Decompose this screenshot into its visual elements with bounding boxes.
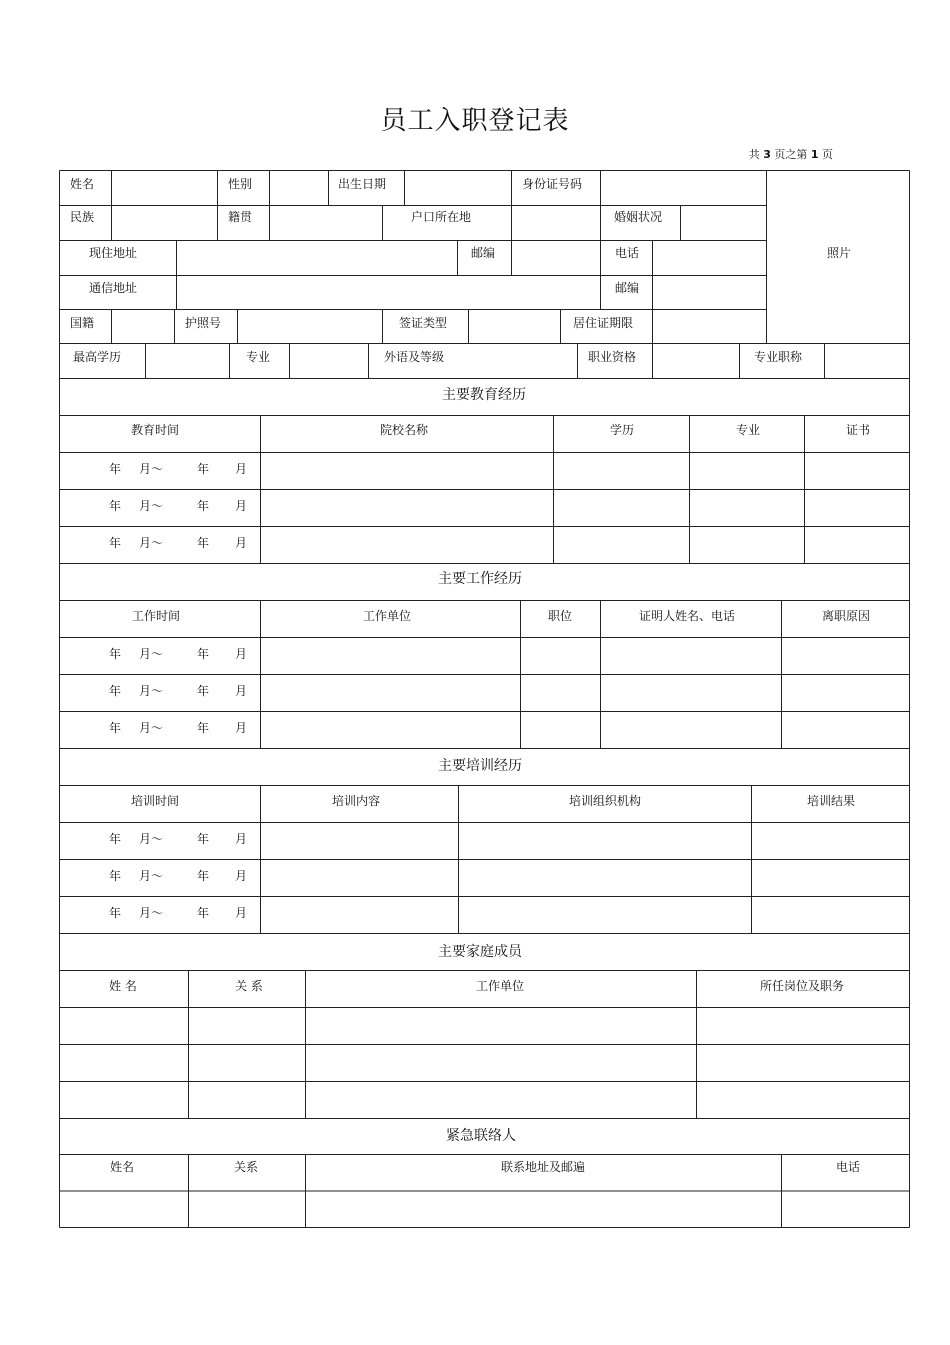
education-date-month-to-r2: 月～: [139, 499, 164, 513]
education-date-year2-r3: 年: [197, 536, 210, 550]
col-training-org: 培训组织机构: [568, 794, 642, 808]
col-edu-school: 院校名称: [379, 423, 429, 437]
label-residence-term: 居住证期限: [573, 316, 634, 330]
col-emergency-phone: 电话: [835, 1160, 861, 1174]
col-training-result: 培训结果: [806, 794, 856, 808]
label-postcode-2: 邮编: [615, 281, 640, 295]
label-nationality: 国籍: [70, 316, 95, 330]
work-date-month-r1: 月: [235, 647, 248, 661]
label-visa-type: 签证类型: [399, 316, 448, 330]
col-emergency-name: 姓名: [109, 1160, 135, 1174]
work-date-year-r1: 年: [109, 647, 122, 661]
page-prefix: 共: [748, 148, 760, 161]
section-family: 主要家庭成员: [438, 944, 522, 960]
label-language: 外语及等级: [384, 350, 445, 364]
label-education-level: 最高学历: [73, 350, 122, 364]
registration-form: [59, 170, 910, 1228]
work-date-month-to-r3: 月～: [139, 721, 164, 735]
label-photo: 照片: [826, 246, 852, 260]
work-date-year2-r2: 年: [197, 684, 210, 698]
col-edu-major: 专业: [735, 423, 761, 437]
col-training-content: 培训内容: [331, 794, 381, 808]
work-date-month-r2: 月: [235, 684, 248, 698]
training-date-month-r3: 月: [235, 906, 248, 920]
col-emergency-relation: 关系: [233, 1160, 259, 1174]
work-date-year2-r3: 年: [197, 721, 210, 735]
col-edu-certificate: 证书: [845, 423, 871, 437]
section-education: 主要教育经历: [442, 387, 526, 403]
label-passport: 护照号: [185, 316, 222, 330]
label-phone: 电话: [615, 246, 640, 260]
section-training: 主要培训经历: [438, 758, 522, 774]
work-date-year-r2: 年: [109, 684, 122, 698]
col-family-relation: 关 系: [235, 979, 263, 993]
label-ethnicity: 民族: [70, 210, 95, 224]
col-work-position: 职位: [547, 609, 573, 623]
education-date-year-r3: 年: [109, 536, 122, 550]
col-work-reference: 证明人姓名、电话: [638, 609, 736, 623]
label-current-address: 现住地址: [89, 246, 138, 260]
page-counter: [749, 146, 833, 162]
col-edu-time: 教育时间: [130, 423, 180, 437]
training-date-month-to-r3: 月～: [139, 906, 164, 920]
work-date-month-to-r2: 月～: [139, 684, 164, 698]
education-date-year2-r1: 年: [197, 462, 210, 476]
col-family-job: 所任岗位及职务: [759, 979, 845, 993]
training-date-month-r2: 月: [235, 869, 248, 883]
education-date-year2-r2: 年: [197, 499, 210, 513]
label-title-rank: 专业职称: [754, 350, 803, 364]
education-date-month-r1: 月: [235, 462, 248, 476]
col-work-leave-reason: 离职原因: [821, 609, 871, 623]
education-date-month-r3: 月: [235, 536, 248, 550]
training-date-year2-r1: 年: [197, 832, 210, 846]
label-marital-status: 婚姻状况: [614, 210, 663, 224]
label-native-place: 籍贯: [228, 210, 253, 224]
work-date-month-to-r1: 月～: [139, 647, 164, 661]
work-date-month-r3: 月: [235, 721, 248, 735]
training-date-month-r1: 月: [235, 832, 248, 846]
section-emergency: 紧急联络人: [446, 1128, 516, 1144]
training-date-month-to-r1: 月～: [139, 832, 164, 846]
label-name: 姓名: [70, 177, 95, 191]
label-id-number: 身份证号码: [522, 177, 583, 191]
education-date-year-r1: 年: [109, 462, 122, 476]
training-date-year-r1: 年: [109, 832, 122, 846]
form-title: 员工入职登记表: [380, 106, 570, 136]
education-date-month-r2: 月: [235, 499, 248, 513]
page-middle: 页之第: [774, 148, 808, 161]
col-family-name: 姓 名: [109, 979, 137, 993]
section-work: 主要工作经历: [438, 571, 522, 587]
col-emergency-address: 联系地址及邮遍: [500, 1160, 586, 1174]
page-suffix: 页: [822, 148, 833, 161]
training-date-month-to-r2: 月～: [139, 869, 164, 883]
training-date-year2-r2: 年: [197, 869, 210, 883]
education-date-month-to-r3: 月～: [139, 536, 164, 550]
page-total: 3: [763, 148, 771, 161]
col-training-time: 培训时间: [130, 794, 180, 808]
label-birth-date: 出生日期: [338, 177, 387, 191]
education-date-month-to-r1: 月～: [139, 462, 164, 476]
label-major: 专业: [246, 350, 271, 364]
col-work-time: 工作时间: [131, 609, 181, 623]
label-hukou: 户口所在地: [411, 210, 472, 224]
training-date-year-r3: 年: [109, 906, 122, 920]
page-current: 1: [810, 148, 819, 161]
work-date-year2-r1: 年: [197, 647, 210, 661]
col-family-company: 工作单位: [475, 979, 525, 993]
label-qualification: 职业资格: [588, 350, 637, 364]
training-date-year-r2: 年: [109, 869, 122, 883]
col-edu-degree: 学历: [609, 423, 635, 437]
label-mailing-address: 通信地址: [89, 281, 138, 295]
col-work-company: 工作单位: [362, 609, 412, 623]
training-date-year2-r3: 年: [197, 906, 210, 920]
label-gender: 性别: [228, 177, 253, 191]
work-date-year-r3: 年: [109, 721, 122, 735]
label-postcode: 邮编: [471, 246, 496, 260]
education-date-year-r2: 年: [109, 499, 122, 513]
